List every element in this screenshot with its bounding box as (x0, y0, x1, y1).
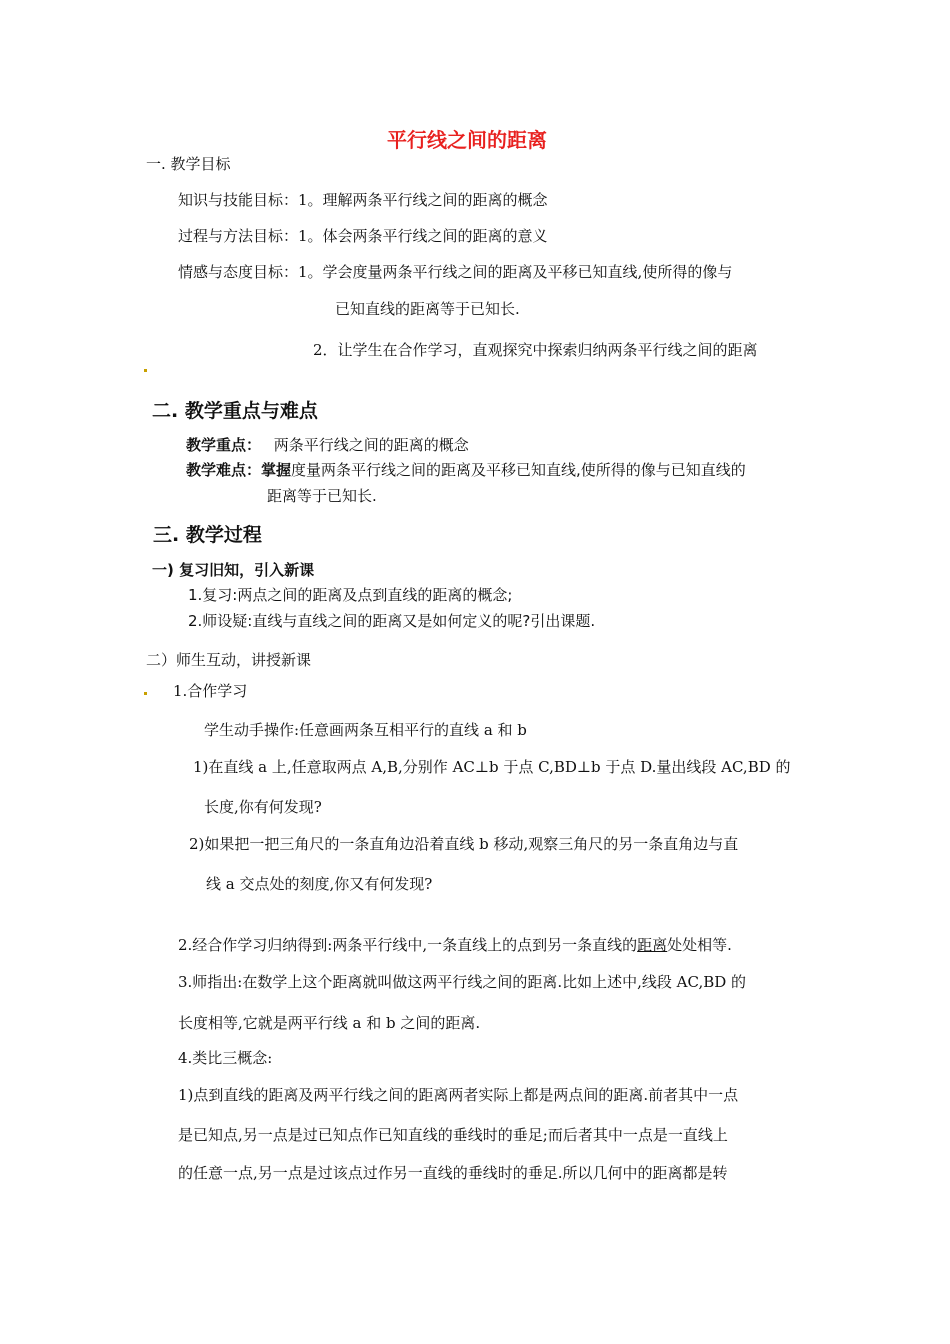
key-point-row (186, 434, 469, 455)
paragraph-2-post: 处处相等. (667, 936, 732, 954)
emotion-goal-line2: 已知直线的距离等于已知长. (335, 300, 520, 318)
emotion-goal-item2: 2．让学生在合作学习，直观探究中探索归纳两条平行线之间的距离 (313, 341, 758, 359)
subsection2-heading: 二）师生互动，讲授新课 (146, 651, 312, 669)
paragraph-3-line1: 3.师指出:在数学上这个距离就叫做这两平行线之间的距离.比如上述中,线段 AC,BD 的 (178, 973, 747, 991)
difficulty-text-line2: 距离等于已知长. (267, 487, 377, 505)
section2-heading: 二. 教学重点与难点 (152, 400, 318, 422)
paragraph-5-line1: 1)点到直线的距离及两平行线之间的距离两者实际上都是两点间的距离.前者其中一点 (178, 1086, 739, 1104)
question-item: 2.师设疑:直线与直线之间的距离又是如何定义的呢?引出课题. (188, 612, 596, 630)
paragraph-2-underlined: 距离 (637, 936, 668, 954)
marker-dot (144, 692, 147, 695)
step2-line2: 线 a 交点处的刻度,你又有何发现? (206, 875, 433, 893)
paragraph-5-line2: 是已知点,另一点是过已知点作已知直线的垂线时的垂足;而后者其中一点是一直线上 (178, 1126, 728, 1144)
difficulty-strong: 掌握 (261, 461, 292, 479)
knowledge-goal: 知识与技能目标：1。理解两条平行线之间的距离的概念 (178, 191, 548, 209)
marker-dot (144, 369, 147, 372)
section3-heading: 三. 教学过程 (153, 524, 262, 546)
paragraph-5-line3: 的任意一点,另一点是过该点过作另一直线的垂线时的垂足.所以几何中的距离都是转 (178, 1164, 728, 1182)
review-item: 1.复习:两点之间的距离及点到直线的距离的概念; (188, 586, 513, 604)
paragraph-2-pre: 2.经合作学习归纳得到:两条平行线中,一条直线上的点到另一条直线的 (178, 936, 638, 954)
section1-heading: 一. 教学目标 (146, 155, 231, 173)
difficulty-label: 教学难点： (186, 461, 262, 479)
page-title: 平行线之间的距离 (387, 128, 547, 152)
key-point-text: 两条平行线之间的距离的概念 (273, 436, 469, 454)
key-point-label: 教学重点： (186, 436, 262, 454)
step1-line1: 1)在直线 a 上,任意取两点 A,B,分别作 AC⊥b 于点 C,BD⊥b 于点 D.量出线段 AC,BD 的 (193, 758, 791, 776)
process-goal: 过程与方法目标：1。体会两条平行线之间的距离的意义 (178, 227, 548, 245)
difficulty-row (186, 459, 746, 480)
step1-line2: 长度,你有何发现? (204, 798, 322, 816)
paragraph-2 (178, 934, 732, 955)
cooperative-learning: 1.合作学习 (173, 682, 248, 700)
difficulty-text: 度量两条平行线之间的距离及平移已知直线,使所得的像与已知直线的 (291, 461, 746, 479)
paragraph-4: 4.类比三概念: (178, 1049, 273, 1067)
step2-line1: 2)如果把一把三角尺的一条直角边沿着直线 b 移动,观察三角尺的另一条直角边与直 (189, 835, 739, 853)
paragraph-3-line2: 长度相等,它就是两平行线 a 和 b 之间的距离. (178, 1014, 481, 1032)
subsection1-heading: 一) 复习旧知，引入新课 (152, 561, 315, 579)
hands-on-operation: 学生动手操作:任意画两条互相平行的直线 a 和 b (204, 721, 527, 739)
emotion-goal-line1: 情感与态度目标：1。学会度量两条平行线之间的距离及平移已知直线,使所得的像与 (178, 263, 733, 281)
